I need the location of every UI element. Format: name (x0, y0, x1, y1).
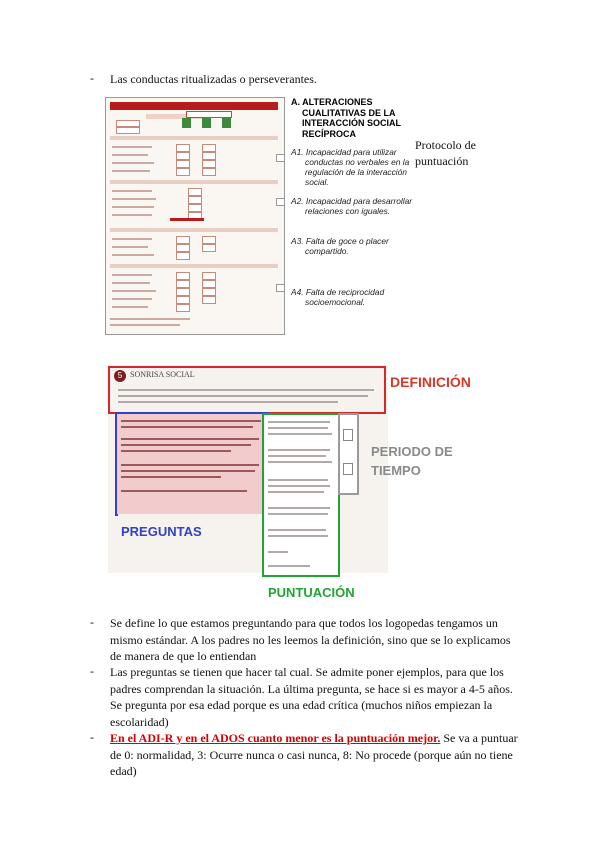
bullet-dash: - (90, 71, 94, 85)
label-periodo: PERIODO DE TIEMPO (371, 444, 453, 478)
questions-box (115, 412, 269, 516)
label-preguntas: PREGUNTAS (121, 524, 202, 539)
top-bullet-text: Las conductas ritualizadas o perseverantes. (110, 72, 317, 86)
bullet-questions: Las preguntas se tienen que hacer tal cual. Se admite poner ejemplos, para que los padres comprendan la situación. La última pregunta, se hace si es mayor a 4-5 años. Se pregunta por esa edad porque es una edad crítica (muchos niños empiezan la escolaridad) (110, 665, 513, 729)
scoring-box (262, 413, 340, 577)
scoring-emphasis: En el ADI-R y en el ADOS cuanto menor es la puntuación mejor. (110, 731, 441, 745)
form-section-title: A. ALTERACIONES CUALITATIVAS DE LA INTERACCIÓN SOCIAL RECÍPROCA (291, 97, 401, 139)
bullet-dash: - (90, 664, 94, 678)
form-item-a4: A4. Falta de reciprocidad socioemocional. (291, 287, 385, 307)
label-definicion: DEFINICIÓN (390, 374, 471, 390)
form-item-a3: A3. Falta de goce o placer compartido. (291, 236, 389, 256)
adir-form-scan (105, 97, 285, 335)
item-title: SONRISA SOCIAL (130, 370, 195, 379)
bullet-scoring: En el ADI-R y en el ADOS cuanto menor es la puntuación mejor. Se va a puntuar de 0: normalidad, 3: Ocurre nunca o casi nunca, 8: No procede (porque aún no tiene edad) (110, 731, 518, 778)
item-number-badge: 5 (114, 370, 126, 382)
form-item-a2: A2. Incapacidad para desarrollar relaciones con iguales. (291, 196, 413, 216)
side-note: Protocolo de puntuación (415, 138, 476, 168)
form-item-a1: A1. Incapacidad para utilizar conductas no verbales en la regulación de la interacción social. (291, 147, 410, 187)
definition-box (108, 366, 386, 414)
bullet-dash: - (90, 730, 94, 744)
label-puntuacion: PUNTUACIÓN (268, 585, 355, 600)
time-period-box (338, 413, 359, 495)
bullet-definition: Se define lo que estamos preguntando para que todos los logopedas tengamos un mismo estándar. A los padres no les leemos la definición, sino que se lo explicamos de manera de que lo entiendan (110, 616, 511, 663)
bullet-dash: - (90, 615, 94, 629)
